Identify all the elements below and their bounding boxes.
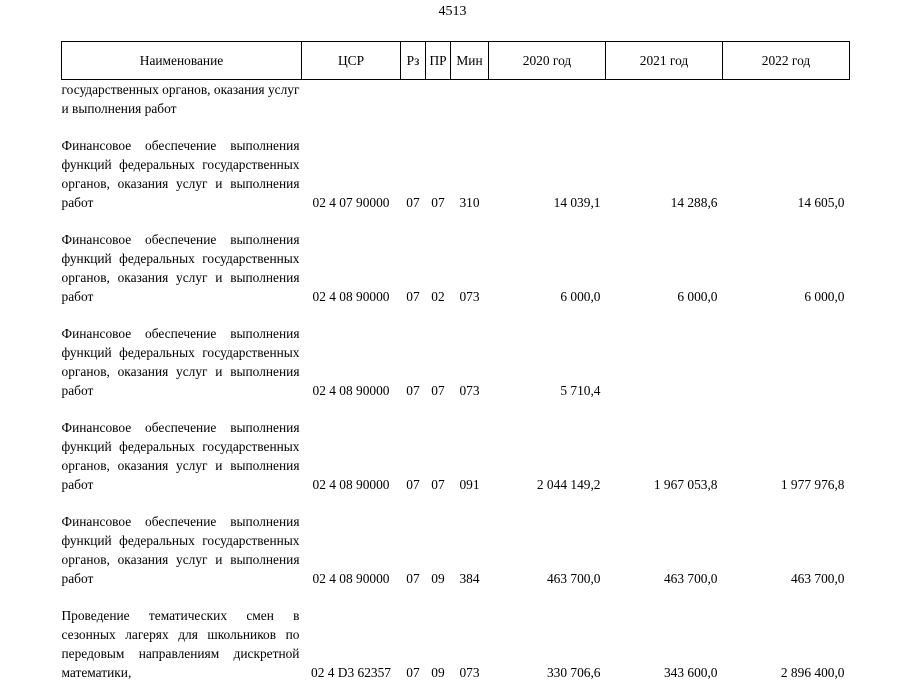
cell-pr: 09	[431, 665, 445, 680]
cell-2022: 1 977 976,8	[780, 477, 845, 492]
name-line: услуг и выполнения работ	[61, 552, 300, 586]
cell-2020: 6 000,0	[560, 289, 601, 304]
name-line: государственных органов, оказания	[61, 533, 300, 567]
cell-pr: 07	[431, 477, 445, 492]
name-line: Проведение тематических смен в	[61, 608, 300, 623]
col-header-2020: 2020 год	[489, 42, 606, 80]
name-line: услуг и выполнения работ	[61, 82, 300, 116]
cell-min: 073	[459, 383, 480, 398]
row-spacer	[62, 588, 850, 606]
row-name	[62, 324, 302, 400]
name-line: выполнения функций федеральных	[61, 326, 300, 360]
cell-2021	[606, 324, 723, 400]
cell-2021: 6 000,0	[677, 289, 718, 304]
name-line: услуг и выполнения работ	[61, 364, 300, 398]
cell-2022: 6 000,0	[804, 289, 845, 304]
name-line: дискретной математики,	[61, 646, 300, 680]
cell-rz: 07	[406, 195, 420, 210]
name-line: выполнения функций федеральных	[61, 420, 300, 454]
name-line: Финансовое обеспечение	[61, 232, 217, 247]
cell-2022: 14 605,0	[797, 195, 845, 210]
name-line: государственных органов, оказания	[61, 345, 300, 379]
table-row	[62, 512, 850, 588]
table-row	[62, 324, 850, 400]
row-spacer	[62, 306, 850, 324]
row-name	[62, 230, 302, 306]
cell-pr: 07	[431, 195, 445, 210]
name-line: государственных органов, оказания	[61, 251, 300, 285]
name-line: сезонных лагерях для школьников	[61, 627, 277, 642]
col-header-2022: 2022 год	[723, 42, 850, 80]
name-line: Финансовое обеспечение	[61, 514, 217, 529]
cell-min: 384	[459, 571, 480, 586]
col-header-csr: ЦСР	[302, 42, 401, 80]
table-row	[62, 136, 850, 212]
cell-rz: 07	[406, 477, 420, 492]
cell-csr: 02 4 08 90000	[312, 571, 390, 586]
cell-csr: 02 4 D3 62357	[311, 665, 391, 680]
cell-rz: 07	[406, 571, 420, 586]
cell-2022: 463 700,0	[790, 571, 845, 586]
cell-2020: 2 044 149,2	[536, 477, 601, 492]
table-row	[62, 606, 850, 682]
cell-pr: 07	[431, 383, 445, 398]
name-line: выполнения функций федеральных	[61, 514, 300, 548]
name-line: выполнения функций федеральных	[61, 232, 300, 266]
row-name	[62, 512, 302, 588]
cell-rz: 07	[406, 289, 420, 304]
cell-2021: 463 700,0	[663, 571, 718, 586]
col-header-min: Мин	[451, 42, 489, 80]
name-line: Финансовое обеспечение	[61, 138, 217, 153]
cell-pr: 02	[431, 289, 445, 304]
name-line: Финансовое обеспечение	[61, 326, 217, 341]
col-header-2021: 2021 год	[606, 42, 723, 80]
col-header-name: Наименование	[62, 42, 302, 80]
name-line: выполнения функций федеральных	[61, 138, 300, 172]
table-row	[62, 418, 850, 494]
name-line: услуг и выполнения работ	[61, 458, 300, 492]
row-spacer	[62, 400, 850, 418]
cell-csr: 02 4 08 90000	[312, 477, 390, 492]
cell-2021: 14 288,6	[670, 195, 718, 210]
page-number: 4513	[438, 4, 467, 19]
name-line: услуг и выполнения работ	[61, 270, 300, 304]
budget-table	[61, 41, 850, 682]
name-line: государственных органов, оказания	[61, 439, 300, 473]
cell-min: 073	[459, 289, 480, 304]
cell-2020: 330 706,6	[546, 665, 601, 680]
row-spacer	[62, 212, 850, 230]
row-name	[62, 136, 302, 212]
name-line: государственных органов, оказания	[61, 157, 300, 191]
cell-csr: 02 4 08 90000	[312, 383, 390, 398]
cell-2021: 1 967 053,8	[653, 477, 718, 492]
col-header-pr: ПР	[426, 42, 451, 80]
cell-2020: 463 700,0	[546, 571, 601, 586]
cell-csr: 02 4 08 90000	[312, 289, 390, 304]
cell-2020: 14 039,1	[553, 195, 601, 210]
row-spacer	[62, 118, 850, 136]
table-row-continuation	[62, 80, 850, 119]
cell-min: 091	[459, 477, 480, 492]
cell-pr: 09	[431, 571, 445, 586]
row-name	[62, 80, 302, 119]
cell-min: 073	[459, 665, 480, 680]
cell-2022: 2 896 400,0	[780, 665, 845, 680]
table-row	[62, 230, 850, 306]
cell-csr: 02 4 07 90000	[312, 195, 390, 210]
name-line: государственных органов, оказания	[61, 82, 265, 97]
cell-min: 310	[459, 195, 480, 210]
cell-rz: 07	[406, 383, 420, 398]
cell-2021: 343 600,0	[663, 665, 718, 680]
table-header-row	[62, 42, 850, 80]
name-line: по передовым направлениям	[61, 627, 300, 661]
row-spacer	[62, 494, 850, 512]
name-line: Финансовое обеспечение	[61, 420, 217, 435]
row-name	[62, 418, 302, 494]
cell-2020: 5 710,4	[560, 383, 601, 398]
col-header-rz: Рз	[401, 42, 426, 80]
cell-rz: 07	[406, 665, 420, 680]
row-name	[62, 606, 302, 682]
name-line: услуг и выполнения работ	[61, 176, 300, 210]
cell-2022	[723, 324, 850, 400]
